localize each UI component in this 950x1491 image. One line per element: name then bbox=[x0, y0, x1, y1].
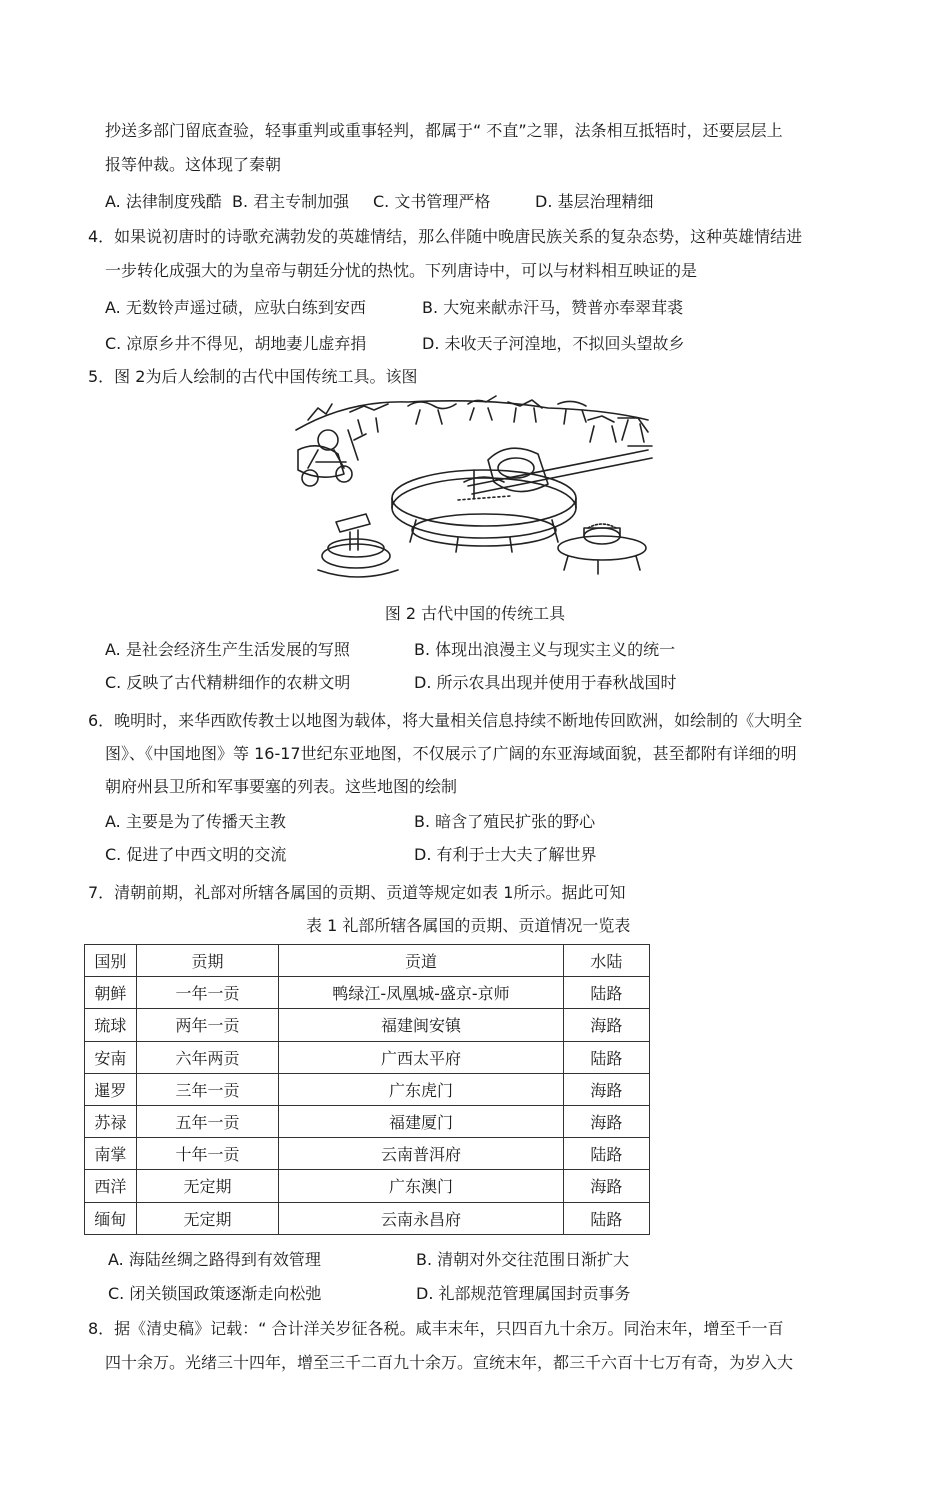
cell-period: 五年一贡 bbox=[136, 1105, 279, 1137]
q4-option-c[interactable]: C. 凉原乡井不得见，胡地妻儿虚弃捐 bbox=[105, 334, 367, 353]
q7-option-c[interactable]: C. 闭关锁国政策逐渐走向松弛 bbox=[108, 1284, 322, 1303]
q7-option-d[interactable]: D. 礼部规范管理属国封贡事务 bbox=[416, 1284, 631, 1303]
cell-mode: 海路 bbox=[563, 1170, 649, 1202]
cell-period: 三年一贡 bbox=[136, 1073, 279, 1105]
cell-period: 六年两贡 bbox=[136, 1041, 279, 1073]
q3-text-line-1: 抄送多部门留底查验，轻事重判或重事轻判，都属于“ 不直”之罪，法条相互抵牾时，还要层层上 bbox=[105, 121, 783, 140]
cell-route: 广西太平府 bbox=[279, 1041, 563, 1073]
cell-route: 云南普洱府 bbox=[279, 1138, 563, 1170]
cell-country: 苏禄 bbox=[85, 1105, 137, 1137]
q5-text-line-1: 5．图 2为后人绘制的古代中国传统工具。该图 bbox=[88, 367, 418, 386]
header-country: 国别 bbox=[85, 945, 137, 977]
q7-option-a[interactable]: A. 海陆丝绸之路得到有效管理 bbox=[108, 1250, 321, 1269]
header-period: 贡期 bbox=[136, 945, 279, 977]
cell-route: 广东虎门 bbox=[279, 1073, 563, 1105]
table-row bbox=[85, 1202, 650, 1234]
cell-mode: 陆路 bbox=[563, 1041, 649, 1073]
q5-option-a[interactable]: A. 是社会经济生产生活发展的写照 bbox=[105, 640, 350, 659]
table-row bbox=[85, 1009, 650, 1041]
q6-text-line-3: 朝府州县卫所和军事要塞的列表。这些地图的绘制 bbox=[105, 777, 458, 796]
q6-option-a[interactable]: A. 主要是为了传播天主教 bbox=[105, 812, 286, 831]
q8-text-line-1: 8．据《清史稿》记载：“ 合计洋关岁征各税。咸丰末年，只四百九十余万。同治末年，增至千一百 bbox=[88, 1319, 784, 1338]
q4-option-a[interactable]: A. 无数铃声遥过碛，应驮白练到安西 bbox=[105, 298, 366, 317]
table-row bbox=[85, 1170, 650, 1202]
cell-route: 鸭绿江-凤凰城-盛京-京师 bbox=[279, 977, 563, 1009]
cell-route: 广东澳门 bbox=[279, 1170, 563, 1202]
q3-option-b[interactable]: B. 君主专制加强 bbox=[232, 192, 350, 211]
cell-period: 无定期 bbox=[136, 1170, 279, 1202]
cell-country: 缅甸 bbox=[85, 1202, 137, 1234]
q7-text-line-1: 7．清朝前期，礼部对所辖各属国的贡期、贡道等规定如表 1所示。据此可知 bbox=[88, 883, 626, 902]
cell-period: 一年一贡 bbox=[136, 977, 279, 1009]
header-route: 贡道 bbox=[279, 945, 563, 977]
table-row bbox=[85, 1041, 650, 1073]
cell-route: 福建闽安镇 bbox=[279, 1009, 563, 1041]
cell-mode: 陆路 bbox=[563, 1138, 649, 1170]
cell-mode: 海路 bbox=[563, 1009, 649, 1041]
q7-option-b[interactable]: B. 清朝对外交往范围日渐扩大 bbox=[416, 1250, 630, 1269]
figure-2-caption: 图 2 古代中国的传统工具 bbox=[384, 604, 566, 623]
q4-option-b[interactable]: B. 大宛来献赤汗马，赞普亦奉翠茸裘 bbox=[422, 298, 684, 317]
q5-option-b[interactable]: B. 体现出浪漫主义与现实主义的统一 bbox=[414, 640, 676, 659]
q4-text-line-1: 4．如果说初唐时的诗歌充满勃发的英雄情结，那么伴随中晚唐民族关系的复杂态势，这种英雄情结进 bbox=[88, 227, 803, 246]
cell-mode: 陆路 bbox=[563, 977, 649, 1009]
tribute-table bbox=[84, 944, 650, 1235]
table-header-row bbox=[85, 945, 650, 977]
table-row bbox=[85, 977, 650, 1009]
q3-option-c[interactable]: C. 文书管理严格 bbox=[373, 192, 491, 211]
cell-mode: 海路 bbox=[563, 1073, 649, 1105]
q6-option-d[interactable]: D. 有利于士大夫了解世界 bbox=[414, 845, 597, 864]
q8-text-line-2: 四十余万。光绪三十四年，增至三千二百九十余万。宣统末年，都三千六百十七万有奇，为岁入大 bbox=[105, 1353, 794, 1372]
cell-country: 西洋 bbox=[85, 1170, 137, 1202]
cell-period: 十年一贡 bbox=[136, 1138, 279, 1170]
q6-text-line-2: 图》、《中国地图》等 16-17世纪东亚地图，不仅展示了广阔的东亚海域面貌，甚至都附有详细的明 bbox=[105, 744, 797, 763]
q3-option-a[interactable]: A. 法律制度残酷 bbox=[105, 192, 222, 211]
q4-option-d[interactable]: D. 未收天子河湟地，不拟回头望故乡 bbox=[422, 334, 685, 353]
cell-country: 朝鲜 bbox=[85, 977, 137, 1009]
table-1-caption: 表 1 礼部所辖各属国的贡期、贡道情况一览表 bbox=[306, 916, 631, 935]
cell-mode: 海路 bbox=[563, 1105, 649, 1137]
traditional-tools-illustration bbox=[288, 390, 660, 586]
q3-text-line-2: 报等仲裁。这体现了秦朝 bbox=[105, 155, 282, 174]
cell-route: 福建厦门 bbox=[279, 1105, 563, 1137]
q6-text-line-1: 6．晚明时，来华西欧传教士以地图为载体，将大量相关信息持续不断地传回欧洲，如绘制的《大明全 bbox=[88, 711, 803, 730]
cell-period: 两年一贡 bbox=[136, 1009, 279, 1041]
header-mode: 水陆 bbox=[563, 945, 649, 977]
cell-mode: 陆路 bbox=[563, 1202, 649, 1234]
table-row bbox=[85, 1105, 650, 1137]
cell-period: 无定期 bbox=[136, 1202, 279, 1234]
table-row bbox=[85, 1138, 650, 1170]
cell-country: 暹罗 bbox=[85, 1073, 137, 1105]
q6-option-c[interactable]: C. 促进了中西文明的交流 bbox=[105, 845, 287, 864]
cell-route: 云南永昌府 bbox=[279, 1202, 563, 1234]
table-row bbox=[85, 1073, 650, 1105]
cell-country: 南掌 bbox=[85, 1138, 137, 1170]
cell-country: 琉球 bbox=[85, 1009, 137, 1041]
q4-text-line-2: 一步转化成强大的为皇帝与朝廷分忧的热忱。下列唐诗中，可以与材料相互映证的是 bbox=[105, 261, 698, 280]
cell-country: 安南 bbox=[85, 1041, 137, 1073]
q6-option-b[interactable]: B. 暗含了殖民扩张的野心 bbox=[414, 812, 596, 831]
q5-option-c[interactable]: C. 反映了古代精耕细作的农耕文明 bbox=[105, 673, 351, 692]
q5-option-d[interactable]: D. 所示农具出现并使用于春秋战国时 bbox=[414, 673, 677, 692]
q3-option-d[interactable]: D. 基层治理精细 bbox=[535, 192, 654, 211]
